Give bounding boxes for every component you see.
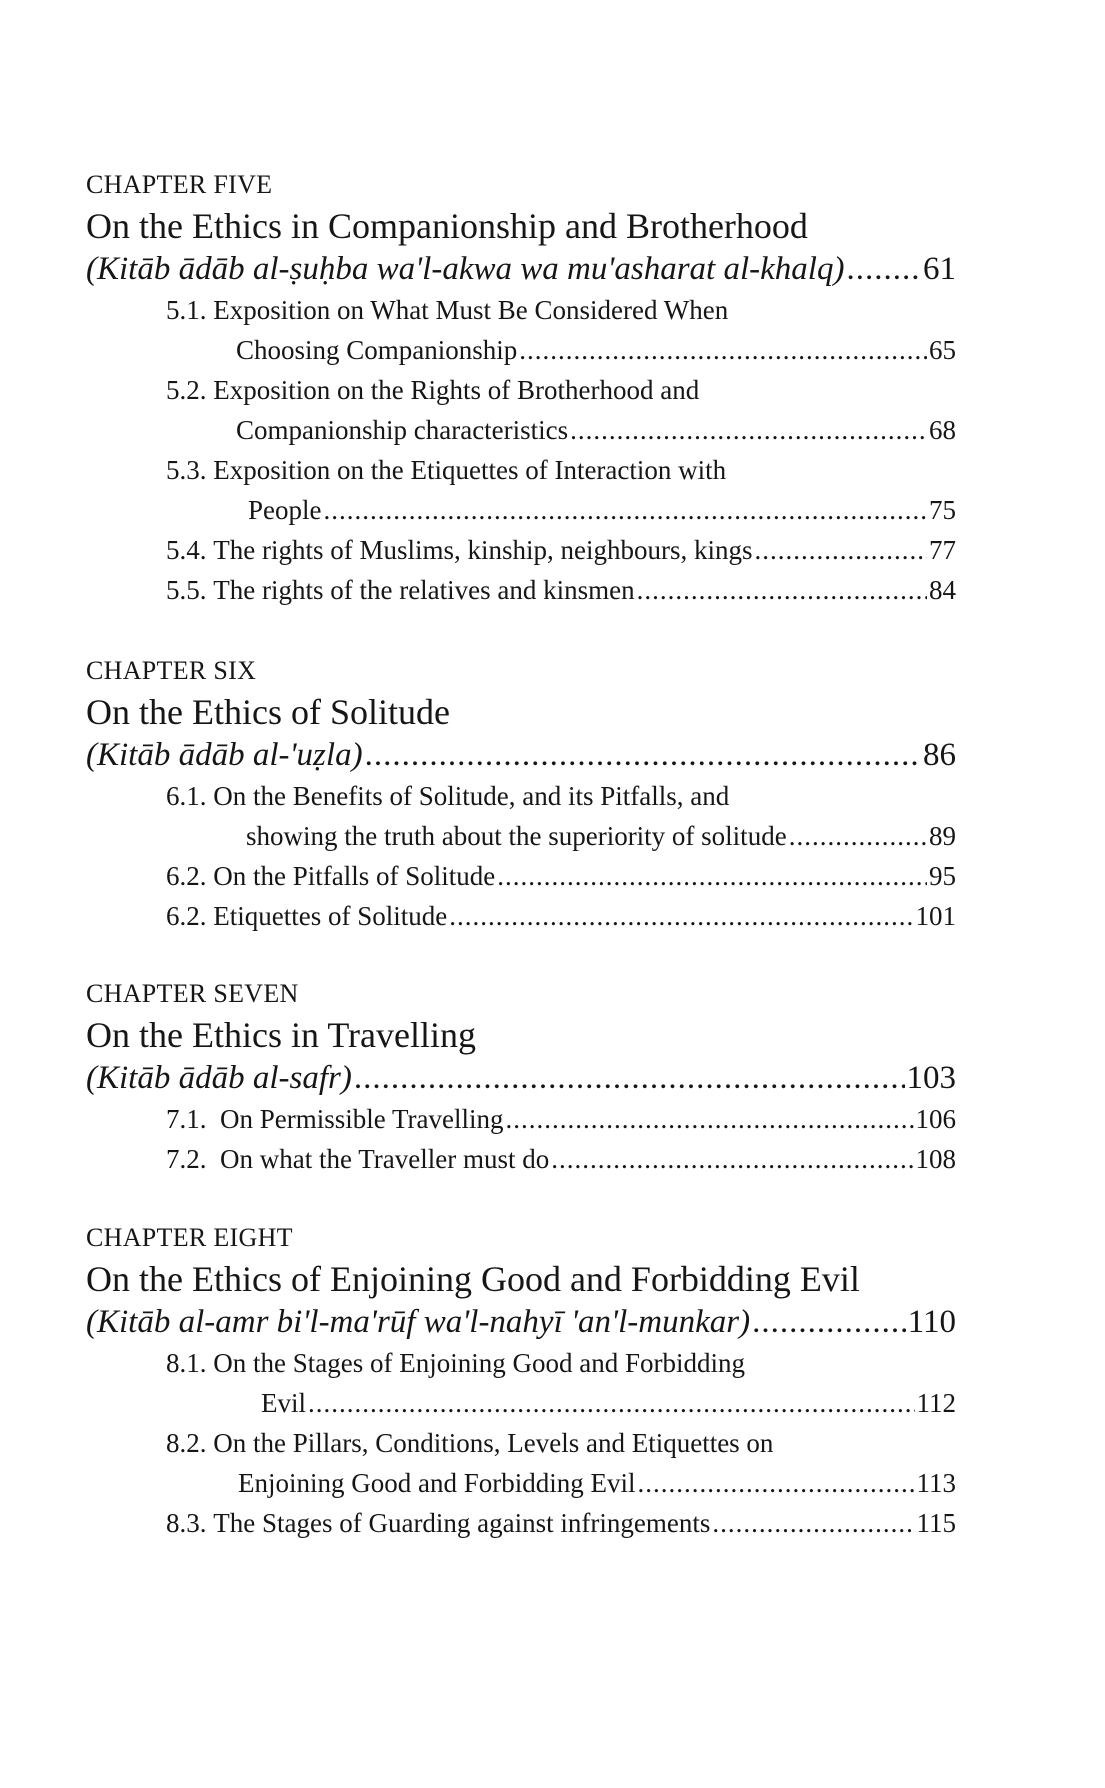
dot-leader [637, 570, 927, 610]
section-entry[interactable] [166, 896, 956, 936]
page-number: 84 [929, 575, 956, 605]
chapter-title: On the Ethics of Solitude [86, 692, 450, 732]
chapter-entry[interactable] [86, 734, 956, 776]
page-number: 65 [929, 335, 956, 365]
section-entry[interactable] [166, 370, 956, 450]
dot-leader [570, 410, 927, 450]
chapter-label: CHAPTER FIVE [86, 170, 273, 199]
section-number: 7.1. [166, 1104, 207, 1134]
section-entry[interactable] [166, 530, 956, 570]
section-number: 5.5. [166, 575, 207, 605]
section-title: Etiquettes of Solitude [213, 901, 448, 931]
section-number: 8.3. [166, 1508, 207, 1538]
section-entry[interactable] [166, 856, 956, 896]
section-title: On the Stages of Enjoining Good and Forbidding [213, 1348, 745, 1378]
dot-leader [712, 1503, 914, 1543]
section-title: The rights of Muslims, kinship, neighbours, kings [213, 535, 753, 565]
section-title: Exposition on What Must Be Considered When [213, 295, 729, 325]
section-title: Exposition on the Rights of Brotherhood and [213, 375, 700, 405]
page-number: 68 [929, 415, 956, 445]
dot-leader [506, 1099, 914, 1139]
dot-leader [789, 816, 927, 856]
chapter-arabic-title: (Kitāb ādāb al-ṣuḥba wa'l-akwa wa mu'asharat al-khalq) [86, 251, 845, 287]
section-title: On what the Traveller must do [220, 1144, 550, 1174]
section-entry[interactable] [166, 290, 956, 370]
page-number: 61 [923, 251, 956, 287]
chapter-five [86, 168, 956, 610]
chapter-title: On the Ethics of Enjoining Good and Forbidding Evil [86, 1259, 860, 1299]
section-title: Exposition on the Etiquettes of Interaction with [213, 455, 727, 485]
section-number: 5.1. [166, 295, 207, 325]
dot-leader [308, 1383, 915, 1423]
section-entry[interactable] [166, 1139, 956, 1179]
section-number: 6.1. [166, 781, 207, 811]
page-number: 115 [916, 1508, 956, 1538]
dot-leader [497, 856, 927, 896]
chapter-entry[interactable] [86, 1301, 956, 1343]
page-number: 95 [929, 861, 956, 891]
page-number: 77 [929, 535, 956, 565]
dot-leader [752, 1301, 906, 1343]
section-entry[interactable] [166, 1099, 956, 1139]
section-title-cont: Companionship characteristics [236, 415, 569, 445]
page-number: 106 [915, 1104, 956, 1134]
dot-leader [449, 896, 913, 936]
chapter-label: CHAPTER SIX [86, 656, 257, 685]
chapter-six [86, 654, 956, 936]
page-number: 112 [916, 1388, 956, 1418]
section-title: On Permissible Travelling [220, 1104, 504, 1134]
chapter-title: On the Ethics in Travelling [86, 1015, 476, 1055]
dot-leader [755, 530, 928, 570]
dot-leader [638, 1463, 915, 1503]
section-title-cont: Choosing Companionship [236, 335, 518, 365]
section-title: The Stages of Guarding against infringements [213, 1508, 711, 1538]
chapter-label: CHAPTER SEVEN [86, 979, 299, 1008]
page-number: 108 [915, 1144, 956, 1174]
section-title-cont: showing the truth about the superiority of solitude [246, 821, 787, 851]
chapter-arabic-title: (Kitāb ādāb al-safr) [86, 1060, 352, 1096]
section-entry[interactable] [166, 776, 956, 856]
dot-leader [551, 1139, 913, 1179]
page-number: 89 [929, 821, 956, 851]
section-title: On the Pillars, Conditions, Levels and Etiquettes on [213, 1428, 774, 1458]
section-title: On the Benefits of Solitude, and its Pitfalls, and [213, 781, 730, 811]
section-entry[interactable] [166, 1503, 956, 1543]
chapter-seven [86, 977, 956, 1179]
dot-leader [846, 248, 921, 290]
section-entry[interactable] [166, 1423, 956, 1503]
chapter-eight [86, 1221, 956, 1543]
chapter-arabic-title: (Kitāb al-amr bi'l-ma'rūf wa'l-nahyī 'an'l-munkar) [86, 1304, 751, 1340]
page-number: 75 [929, 495, 956, 525]
chapter-entry[interactable] [86, 1057, 956, 1099]
chapter-arabic-title: (Kitāb ādāb al-'uẓla) [86, 737, 363, 773]
section-number: 8.1. [166, 1348, 207, 1378]
chapter-label: CHAPTER EIGHT [86, 1223, 293, 1252]
page-number: 103 [906, 1060, 956, 1096]
section-number: 5.3. [166, 455, 207, 485]
section-number: 6.2. [166, 861, 207, 891]
section-number: 5.4. [166, 535, 207, 565]
page-number: 113 [916, 1468, 956, 1498]
page-number: 86 [923, 737, 956, 773]
section-title: The rights of the relatives and kinsmen [213, 575, 635, 605]
section-entry[interactable] [166, 570, 956, 610]
section-number: 8.2. [166, 1428, 207, 1458]
section-title-cont: Enjoining Good and Forbidding Evil [238, 1468, 636, 1498]
page-number: 101 [915, 901, 956, 931]
section-entry[interactable] [166, 1343, 956, 1423]
section-number: 5.2. [166, 375, 207, 405]
chapter-entry[interactable] [86, 248, 956, 290]
section-title: On the Pitfalls of Solitude [213, 861, 496, 891]
section-number: 6.2. [166, 901, 207, 931]
chapter-title: On the Ethics in Companionship and Brotherhood [86, 206, 808, 246]
dot-leader [365, 734, 921, 776]
dot-leader [519, 330, 927, 370]
section-entry[interactable] [166, 450, 956, 530]
section-title-cont: People [248, 495, 322, 525]
section-title-cont: Evil [261, 1388, 306, 1418]
dot-leader [354, 1057, 905, 1099]
page-number: 110 [907, 1304, 956, 1340]
dot-leader [324, 490, 928, 530]
section-number: 7.2. [166, 1144, 207, 1174]
